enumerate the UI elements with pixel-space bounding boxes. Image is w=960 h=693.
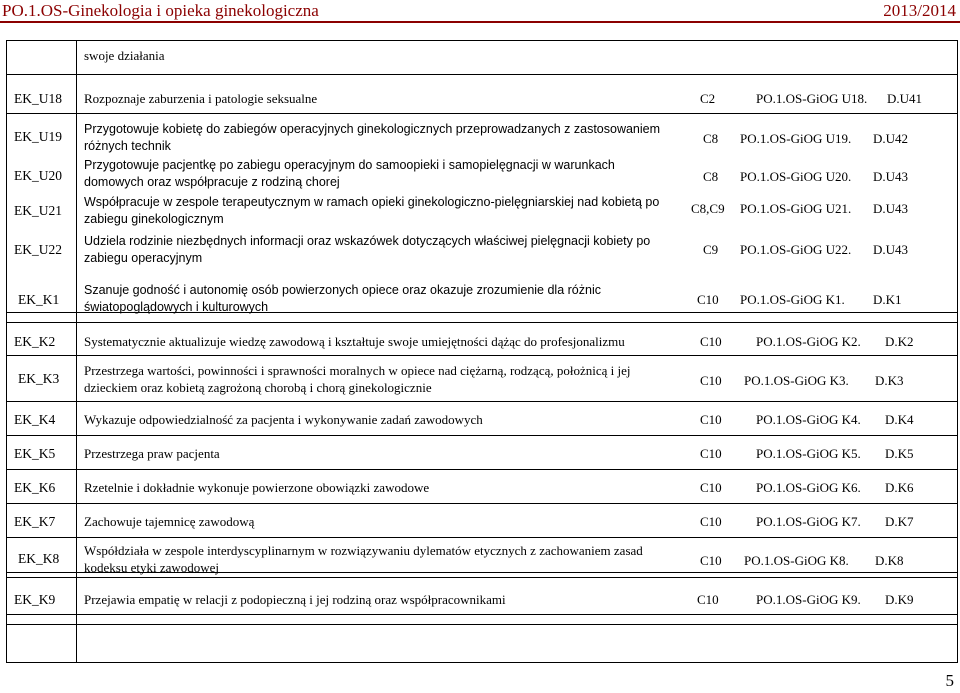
outcome-component: C10 bbox=[700, 480, 722, 495]
outcome-component: C9 bbox=[703, 242, 719, 257]
outcome-description: Współdziała w zespole interdyscyplinarnym w rozwiązywaniu dylematów etycznych z zachowaniem zasad kodeksu etyki zawodowej bbox=[84, 543, 643, 575]
outcome-component: C8 bbox=[703, 169, 719, 184]
table-rule bbox=[6, 662, 958, 663]
outcome-description: Udziela rodzinie niezbędnych informacji oraz wskazówek dotyczących właściwej pielęgnacji kobiety po zabiegu operacyjnym bbox=[84, 234, 651, 265]
outcome-reference: PO.1.OS-GiOG K4. bbox=[756, 412, 861, 427]
academic-year: 2013/2014 bbox=[883, 1, 956, 20]
outcome-reference: PO.1.OS-GiOG K3. bbox=[744, 373, 849, 388]
outcome-standard-ref: D.U43 bbox=[873, 242, 909, 257]
document-header bbox=[0, 0, 960, 24]
table-rule bbox=[957, 40, 958, 663]
outcome-code: EK_K1 bbox=[18, 292, 60, 307]
table-rule bbox=[6, 469, 958, 470]
outcome-component: C8,C9 bbox=[691, 201, 725, 216]
outcome-standard-ref: D.U43 bbox=[873, 201, 909, 216]
table-rule bbox=[6, 40, 7, 663]
table-rule bbox=[6, 113, 958, 114]
outcome-reference: PO.1.OS-GiOG K7. bbox=[756, 514, 861, 529]
outcome-standard-ref: D.U43 bbox=[873, 169, 909, 184]
outcome-reference: PO.1.OS-GiOG U22. bbox=[740, 242, 852, 257]
outcome-reference: PO.1.OS-GiOG K9. bbox=[756, 592, 861, 607]
outcome-code: EK_K4 bbox=[14, 412, 56, 427]
table-rule bbox=[6, 624, 958, 625]
page-number: 5 bbox=[945, 671, 954, 690]
outcome-reference: PO.1.OS-GiOG U18. bbox=[756, 91, 868, 106]
outcome-reference: PO.1.OS-GiOG K8. bbox=[744, 553, 849, 568]
outcome-description: Szanuje godność i autonomię osób powierzonych opiece oraz okazuje zrozumienie dla różnic światopoglądowych i kulturowych bbox=[84, 283, 601, 314]
outcome-code: EK_K6 bbox=[14, 480, 56, 495]
outcome-reference: PO.1.OS-GiOG U20. bbox=[740, 169, 852, 184]
outcome-component: C2 bbox=[700, 91, 716, 106]
outcome-component: C10 bbox=[700, 373, 722, 388]
table-rule bbox=[6, 577, 958, 578]
table-rule bbox=[6, 355, 958, 356]
outcome-standard-ref: D.K2 bbox=[885, 334, 914, 349]
outcome-description: Rozpoznaje zaburzenia i patologie seksualne bbox=[84, 91, 318, 106]
outcome-code: EK_U20 bbox=[14, 168, 62, 183]
header-rule bbox=[0, 21, 960, 23]
table-rule bbox=[6, 74, 958, 75]
outcome-component: C10 bbox=[700, 514, 722, 529]
outcome-standard-ref: D.U41 bbox=[887, 91, 923, 106]
outcome-component: C10 bbox=[697, 292, 719, 307]
continued-text: swoje działania bbox=[84, 48, 165, 63]
outcome-reference: PO.1.OS-GiOG K1. bbox=[740, 292, 845, 307]
outcome-description: Przestrzega praw pacjenta bbox=[84, 446, 220, 461]
outcome-reference: PO.1.OS-GiOG K2. bbox=[756, 334, 861, 349]
outcome-component: C10 bbox=[700, 553, 722, 568]
table-rule bbox=[6, 537, 958, 538]
table-rule bbox=[6, 401, 958, 402]
outcome-component: C10 bbox=[700, 334, 722, 349]
outcome-standard-ref: D.K6 bbox=[885, 480, 914, 495]
outcome-component: C10 bbox=[700, 446, 722, 461]
outcome-code: EK_U19 bbox=[14, 129, 62, 144]
outcome-code: EK_K2 bbox=[14, 334, 56, 349]
table-rule bbox=[6, 503, 958, 504]
outcome-description: Przestrzega wartości, powinności i sprawności moralnych w opiece nad ciężarną, rodzącą, położnicą i jej dzieckiem oraz kobietą zagrożoną chorobą i chorą ginekologicznie bbox=[84, 363, 631, 395]
outcome-standard-ref: D.K7 bbox=[885, 514, 914, 529]
outcome-component: C10 bbox=[697, 592, 719, 607]
table-rule bbox=[76, 40, 77, 663]
document-title: PO.1.OS-Ginekologia i opieka ginekologiczna bbox=[2, 1, 319, 20]
outcome-description: Rzetelnie i dokładnie wykonuje powierzone obowiązki zawodowe bbox=[84, 480, 430, 495]
outcome-code: EK_U21 bbox=[14, 203, 62, 218]
outcome-component: C8 bbox=[703, 131, 719, 146]
outcome-standard-ref: D.K8 bbox=[875, 553, 904, 568]
outcome-code: EK_K5 bbox=[14, 446, 56, 461]
outcome-description: Zachowuje tajemnicę zawodową bbox=[84, 514, 255, 529]
outcome-standard-ref: D.K1 bbox=[873, 292, 902, 307]
table-rule bbox=[6, 614, 958, 615]
outcome-standard-ref: D.K3 bbox=[875, 373, 904, 388]
outcome-code: EK_K9 bbox=[14, 592, 56, 607]
outcome-code: EK_K8 bbox=[18, 551, 60, 566]
outcome-standard-ref: D.U42 bbox=[873, 131, 909, 146]
outcome-reference: PO.1.OS-GiOG U19. bbox=[740, 131, 852, 146]
outcome-reference: PO.1.OS-GiOG U21. bbox=[740, 201, 852, 216]
outcome-code: EK_K3 bbox=[18, 371, 60, 386]
table-rule bbox=[6, 40, 958, 41]
outcome-code: EK_K7 bbox=[14, 514, 56, 529]
outcome-reference: PO.1.OS-GiOG K6. bbox=[756, 480, 861, 495]
outcome-description: Przejawia empatię w relacji z podopieczną i jej rodziną oraz współpracownikami bbox=[84, 592, 506, 607]
outcome-code: EK_U22 bbox=[14, 242, 62, 257]
outcome-standard-ref: D.K9 bbox=[885, 592, 914, 607]
outcome-component: C10 bbox=[700, 412, 722, 427]
table-rule bbox=[6, 435, 958, 436]
outcome-description: Współpracuje w zespole terapeutycznym w ramach opieki ginekologiczno-pielęgniarskiej nad kobietą po zabiegu ginekologicznym bbox=[84, 195, 660, 226]
outcome-standard-ref: D.K4 bbox=[885, 412, 914, 427]
outcome-description: Przygotowuje kobietę do zabiegów operacyjnych ginekologicznych przeprowadzanych z zastosowaniem różnych technik bbox=[84, 122, 661, 153]
outcome-description: Przygotowuje pacjentkę po zabiegu operacyjnym do samoopieki i samopielęgnacji w warunkach domowych oraz współpracuje z rodziną chorej bbox=[84, 158, 615, 189]
outcome-standard-ref: D.K5 bbox=[885, 446, 914, 461]
outcome-reference: PO.1.OS-GiOG K5. bbox=[756, 446, 861, 461]
outcome-description: Wykazuje odpowiedzialność za pacjenta i wykonywanie zadań zawodowych bbox=[84, 412, 483, 427]
table-rule bbox=[6, 322, 958, 323]
outcome-code: EK_U18 bbox=[14, 91, 62, 106]
outcome-description: Systematycznie aktualizuje wiedzę zawodową i kształtuje swoje umiejętności dążąc do profesjonalizmu bbox=[84, 334, 625, 349]
